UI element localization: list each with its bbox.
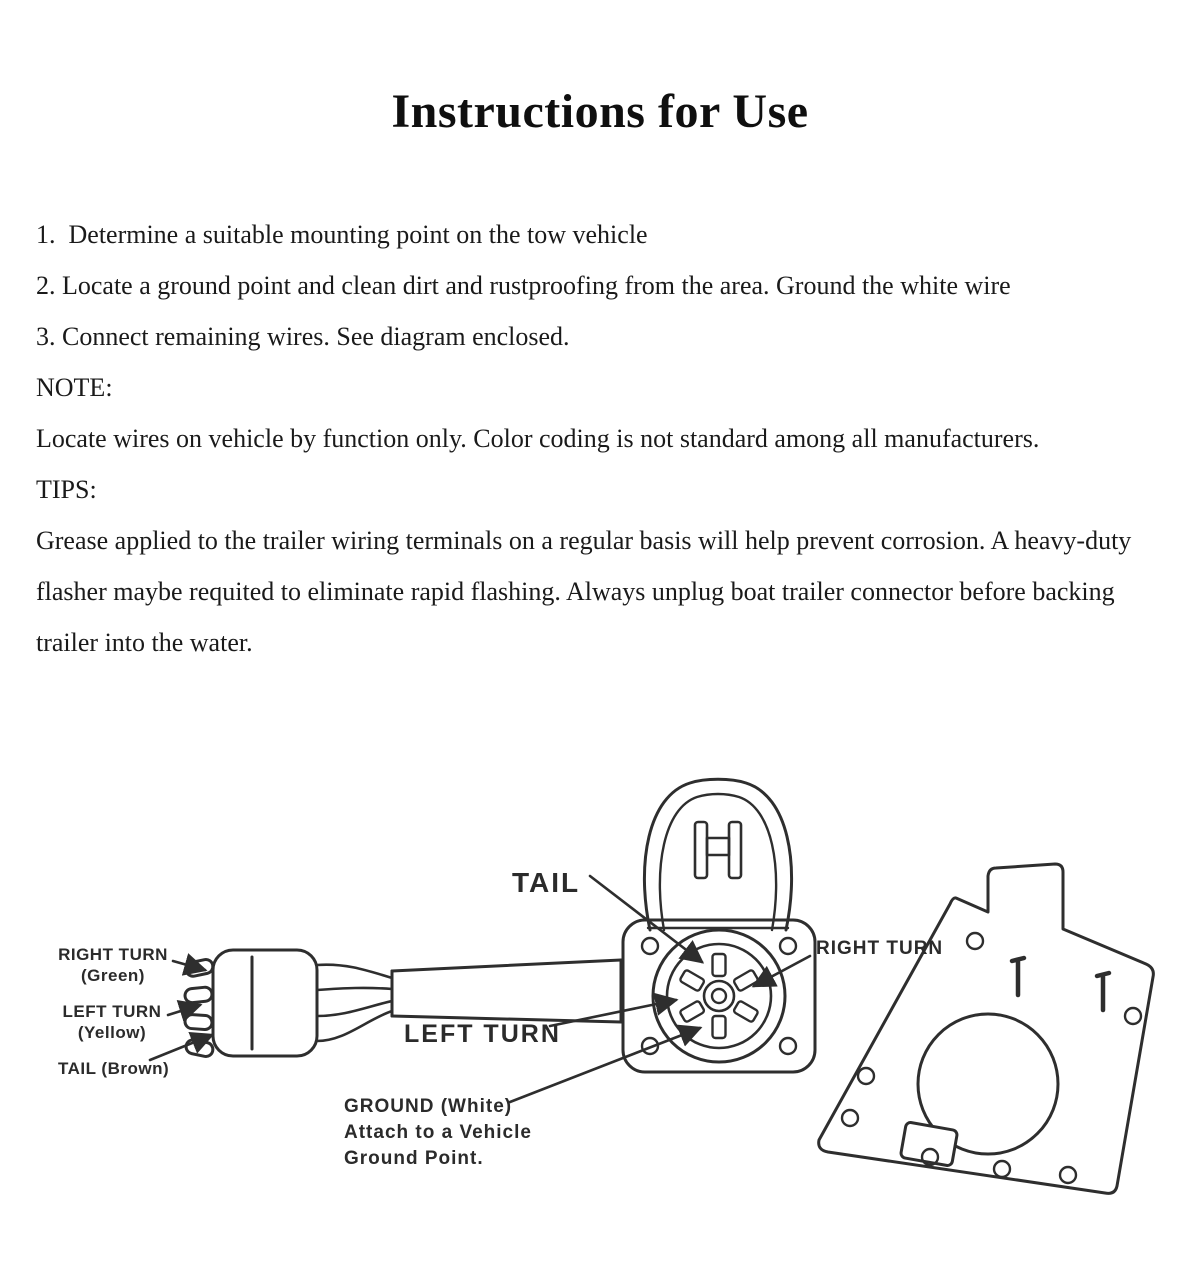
note-text: Locate wires on vehicle by function only. Color coding is not standard among all manufacturers. (36, 424, 1040, 453)
tips-label: TIPS: (36, 475, 97, 504)
label-tail: TAIL (512, 867, 581, 898)
label-ground-line1: GROUND (White) (344, 1096, 513, 1117)
bracket-keyway-notch (900, 1122, 957, 1166)
tips-text: Grease applied to the trailer wiring terminals on a regular basis will help prevent corrosion. A heavy-duty flasher maybe requited to eliminate rapid flashing. Always unplug boat trailer connector before backing trailer into the water. (36, 526, 1138, 657)
label-plug-left-turn-color: (Yellow) (77, 1023, 147, 1042)
cable-sheath (392, 960, 621, 1022)
label-plug-tail: TAIL (Brown) (58, 1059, 170, 1078)
bracket-screw-holes (842, 933, 1141, 1183)
instruction-text-block (36, 209, 1172, 668)
wiring-diagram (0, 764, 1200, 1284)
instruction-sheet (0, 84, 1200, 1284)
label-plug-left-turn: LEFT TURN (62, 1002, 162, 1021)
note-label: NOTE: (36, 373, 113, 402)
step-3: 3. Connect remaining wires. See diagram enclosed. (36, 322, 570, 351)
wiring-diagram-svg (0, 764, 1200, 1284)
four-flat-plug (184, 950, 317, 1058)
step-2: 2. Locate a ground point and clean dirt and rustproofing from the area. Ground the white wire (36, 271, 1011, 300)
bracket-slots (1012, 958, 1109, 1010)
page-title: Instructions for Use (391, 85, 809, 138)
connector-pins (679, 954, 758, 1038)
round-connector (623, 920, 815, 1072)
connector-cover (644, 779, 791, 930)
wire-harness (317, 965, 392, 1041)
mounting-bracket (819, 864, 1154, 1193)
step-1: 1. Determine a suitable mounting point on the tow vehicle (36, 220, 648, 249)
leader-lines (150, 876, 810, 1102)
label-ground-line3: Ground Point. (344, 1148, 484, 1169)
cover-latch (695, 822, 741, 878)
label-ground-line2: Attach to a Vehicle (344, 1122, 532, 1143)
label-plug-right-turn-color: (Green) (81, 966, 145, 985)
label-left-turn: LEFT TURN (404, 1020, 561, 1048)
label-right-turn: RIGHT TURN (816, 938, 944, 959)
label-plug-right-turn: RIGHT TURN (58, 945, 168, 964)
